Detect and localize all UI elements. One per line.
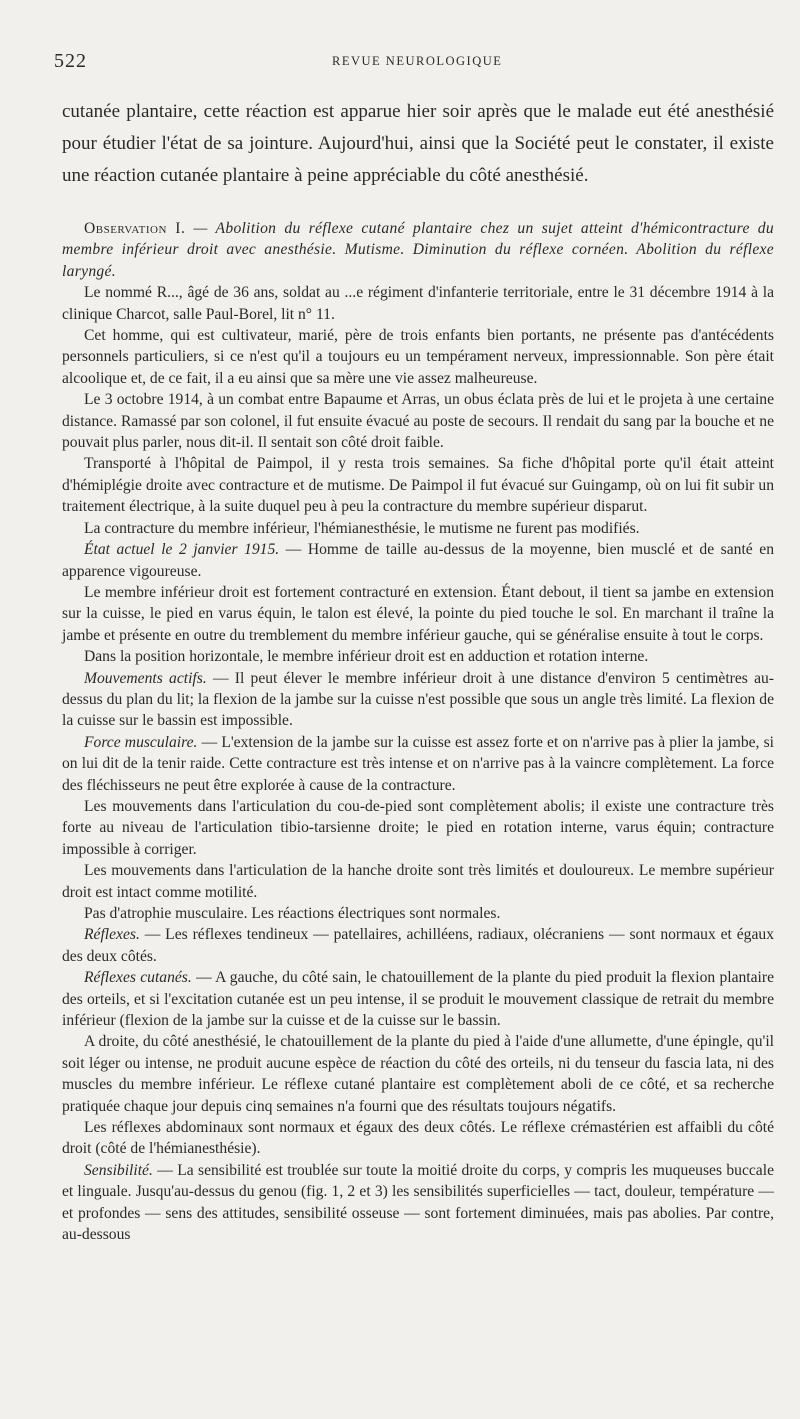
section-label: Réflexes cutanés. — [84, 969, 192, 987]
paragraph-text: — Les réflexes tendineux — patellaires, achilléens, radiaux, olécraniens — sont normaux et égaux des deux côtés. — [62, 926, 774, 965]
paragraph: La contracture du membre inférieur, l'hémianesthésie, le mutisme ne furent pas modifiés. — [84, 519, 640, 537]
paragraph — [62, 967, 774, 1031]
paragraph — [62, 1160, 774, 1246]
paragraph: Pas d'atrophie musculaire. Les réactions électriques sont normales. — [84, 905, 501, 922]
paragraph: Le membre inférieur droit est fortement contracturé en extension. Étant debout, il tient sa jambe en extension sur la cuisse, le pied en varus équin, le talon est élevé, la pointe du pied touche le sol. En marchant il traîne la jambe et présente en outre du tremblement du membre inférieur gauche, qui se généralise ensuite à tout le corps. — [62, 583, 774, 644]
paragraph — [62, 732, 774, 796]
paragraph — [62, 668, 774, 732]
running-head: REVUE NEUROLOGIQUE — [332, 54, 503, 68]
observation-title: — Abolition du réflexe cutané plantaire chez un sujet atteint d'hémicontracture du membre inférieur droit avec anesthésie. Mutisme. Diminution du réflexe cornéen. Abolition du réflexe laryngé. — [62, 220, 774, 280]
paragraph: Le nommé R..., âgé de 36 ans, soldat au ...e régiment d'infanterie territoriale, entre le 31 décembre 1914 à la clinique Charcot, salle Paul-Borel, lit n° 11. — [62, 284, 774, 323]
page-header — [54, 50, 774, 72]
paragraph-text: — A gauche, du côté sain, le chatouillement de la plante du pied produit la flexion plantaire des orteils, et si l'excitation cutanée est un peu intense, il se produit le mouvement classique de retrait du membre inférieur (flexion de la jambe sur la cuisse et de la cuisse sur le bassin. — [62, 969, 775, 1030]
section-label: Force musculaire. — [84, 733, 198, 751]
paragraph: Dans la position horizontale, le membre inférieur droit est en adduction et rotation interne. — [84, 648, 649, 666]
paragraph — [62, 539, 774, 582]
lead-paragraph: cutanée plantaire, cette réaction est apparue hier soir après que le malade eut été anesthésié pour étudier l'état de sa jointure. Aujourd'hui, ainsi que la Société peut le constater, il existe une réaction cutanée plantaire à peine appréciable du côté anesthésié. — [62, 101, 774, 186]
page-number: 522 — [54, 50, 87, 72]
observation-heading — [62, 218, 774, 282]
section-label: État actuel le 2 janvier 1915. — [84, 541, 280, 559]
observation-body — [62, 218, 774, 1246]
page — [54, 50, 775, 1246]
paragraph: Le 3 octobre 1914, à un combat entre Bapaume et Arras, un obus éclata près de lui et le projeta à une certaine distance. Ramassé par son colonel, il fut ensuite évacué au poste de secours. Il rendait du sang par la bouche et ne pouvait plus parler, nous dit-il. Il sentait son côté droit faible. — [62, 391, 774, 452]
section-label: Mouvements actifs. — [84, 669, 207, 687]
paragraph-text: — L'extension de la jambe sur la cuisse est assez forte et on n'arrive pas à plier la jambe, si on lui dit de la tenir raide. Cette contracture est très intense et on n'arrive pas à la vaincre complètement. La force des fléchisseurs ne peut être explorée à cause de la contracture. — [62, 733, 774, 794]
paragraph — [62, 924, 774, 967]
observation-label: Observation I. — [84, 220, 186, 237]
paragraph: Les mouvements dans l'articulation de la hanche droite sont très limités et douloureux. Le membre supérieur droit est intact comme motilité. — [62, 862, 774, 901]
paragraph: A droite, du côté anesthésié, le chatouillement de la plante du pied à l'aide d'une allumette, d'une épingle, qu'il soit léger ou intense, ne produit aucune espèce de réaction du côté des orteils, ni du tenseur du fascia lata, ni des muscles du membre inférieur. Le réflexe cutané plantaire est complètement aboli de ce côté, et sa recherche pratiquée chaque jour depuis cinq semaines n'a fourni que des résultats toujours négatifs. — [62, 1033, 774, 1115]
paragraph: Les réflexes abdominaux sont normaux et égaux des deux côtés. Le réflexe crémastérien est affaibli du côté droit (côté de l'hémianesthésie). — [62, 1119, 774, 1158]
paragraph: Transporté à l'hôpital de Paimpol, il y resta trois semaines. Sa fiche d'hôpital porte qu'il était atteint d'hémiplégie droite avec contracture et de mutisme. De Paimpol il fut évacué sur Guingamp, où on lui fit subir un traitement électrique, à la suite duquel peu à peu la contracture du membre supérieur disparut. — [62, 455, 774, 516]
paragraph-text: — Il peut élever le membre inférieur droit à une distance d'environ 5 centimètres au-dessus du plan du lit; la flexion de la jambe sur la cuisse n'est possible que sous un angle très limité. La flexion de la cuisse sur le bassin est impossible. — [62, 669, 774, 730]
paragraph-text: — Homme de taille au-dessus de la moyenne, bien musclé et de santé en apparence vigoureuse. — [62, 541, 774, 580]
paragraph: Les mouvements dans l'articulation du cou-de-pied sont complètement abolis; il existe une contracture très forte au niveau de l'articulation tibio-tarsienne droite; le pied en rotation interne, varus équin; contracture impossible à corriger. — [62, 797, 774, 858]
paragraph: Cet homme, qui est cultivateur, marié, père de trois enfants bien portants, ne présente pas d'antécédents personnels particuliers, si ce n'est qu'il a toujours eu un tempérament nerveux, impressionnable. Son père était alcoolique et, de ce fait, il a eu ainsi que sa mère une vie assez malheureuse. — [62, 327, 774, 387]
section-label: Sensibilité. — [84, 1161, 153, 1179]
paragraph-text: — La sensibilité est troublée sur toute la moitié droite du corps, y compris les muqueuses buccale et linguale. Jusqu'au-dessus du genou (fig. 1, 2 et 3) les sensibilités superficielles — tact, douleur, température — et profondes — sens des attitudes, sensibilité osseuse — sont fortement diminuées, mais pas abolies. Par contre, au-dessous — [62, 1161, 774, 1244]
section-label: Réflexes. — [84, 926, 140, 944]
